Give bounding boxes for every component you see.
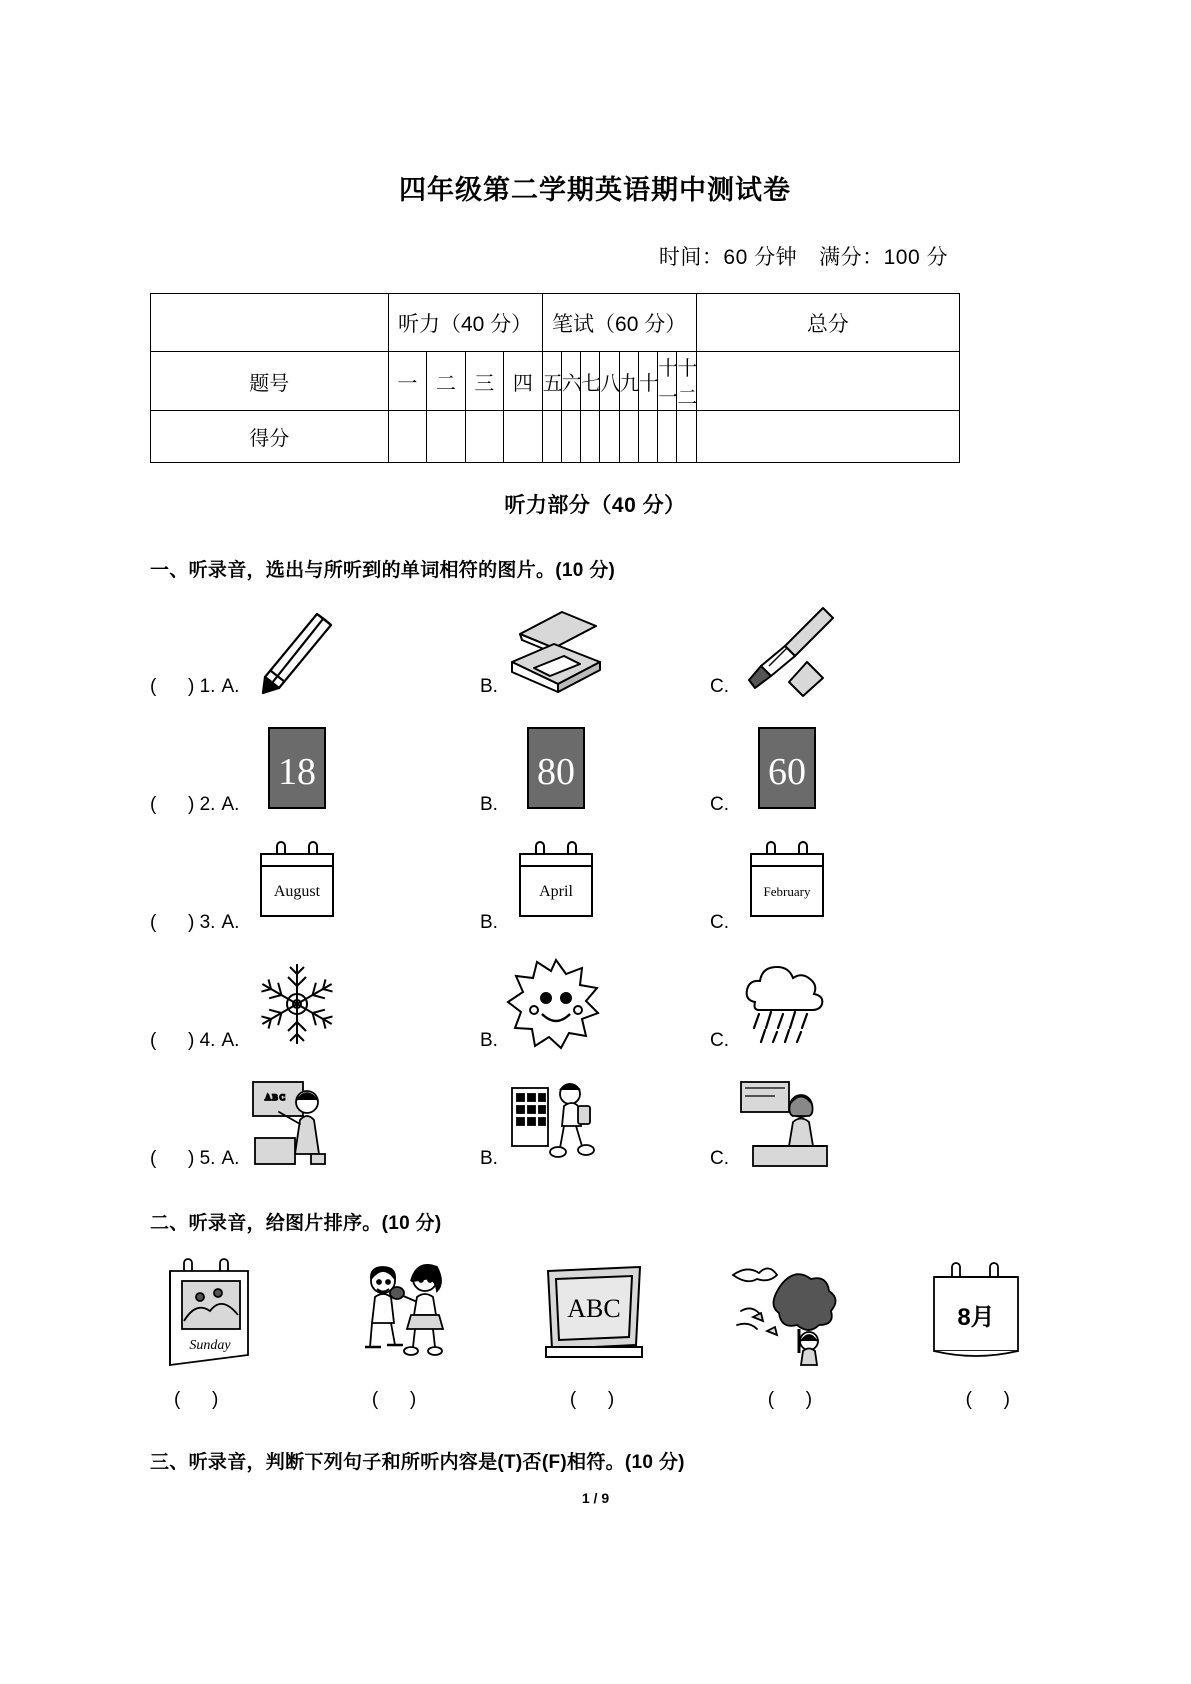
- page-content: [150, 0, 1040, 1474]
- order-bracket-2[interactable]: ( ): [371, 1389, 417, 1410]
- svg-text:April: April: [539, 883, 573, 900]
- score-cell-6[interactable]: [561, 411, 580, 463]
- svg-text:February: February: [763, 884, 811, 899]
- score-cell-1[interactable]: [388, 411, 427, 463]
- question-no-4: 四: [504, 352, 543, 411]
- option-a[interactable]: [150, 600, 349, 700]
- group-header-written: 笔试（60 分）: [542, 294, 696, 352]
- answer-bracket-2[interactable]: ( ) 2.: [150, 794, 216, 815]
- option-b[interactable]: [480, 836, 608, 936]
- number-card-icon: [245, 718, 349, 818]
- option-label-a: A.: [221, 912, 240, 933]
- answer-bracket-5[interactable]: ( ) 5.: [150, 1148, 216, 1169]
- question-no-3: 三: [465, 352, 504, 411]
- option-a[interactable]: [150, 718, 349, 818]
- svg-text:8月: 8月: [957, 1304, 995, 1331]
- option-label-a: A.: [221, 676, 240, 697]
- question-no-12: 十二: [677, 352, 696, 411]
- answer-bracket-4[interactable]: ( ) 4.: [150, 1030, 216, 1051]
- svg-text:80: 80: [536, 751, 575, 793]
- score-cell-4[interactable]: [504, 411, 543, 463]
- calendar-icon: [504, 836, 608, 936]
- score-cell-12[interactable]: [677, 411, 696, 463]
- total-cell-empty: [696, 352, 959, 411]
- order-bracket-3[interactable]: ( ): [569, 1389, 615, 1410]
- table-row-question-numbers: [151, 352, 960, 411]
- svg-text:Sunday: Sunday: [189, 1338, 231, 1353]
- question-1-item-3: [150, 824, 1040, 936]
- snowflake-icon: [245, 954, 349, 1054]
- question-2-heading: 二、听录音，给图片排序。(10 分): [150, 1213, 442, 1234]
- full-score-label: 满分：100 分: [819, 246, 948, 269]
- table-row-scores: [151, 411, 960, 463]
- option-a[interactable]: [150, 954, 349, 1054]
- classroom-teacher-icon: [245, 1072, 349, 1172]
- page-number-footer: 1 / 9: [581, 1490, 610, 1506]
- girl-at-desk-icon: [735, 1072, 839, 1172]
- option-label-a: A.: [221, 794, 240, 815]
- option-label-c: C.: [710, 1030, 729, 1051]
- option-label-b: B.: [480, 1148, 498, 1169]
- question-no-10: 十: [638, 352, 657, 411]
- august-calendar-icon: [918, 1255, 1034, 1373]
- corner-cell: [151, 294, 389, 352]
- svg-text:A B C: A B C: [265, 1093, 286, 1102]
- option-b[interactable]: [480, 954, 608, 1054]
- score-table: [150, 293, 960, 463]
- score-cell-10[interactable]: [638, 411, 657, 463]
- time-label: 时间：60 分钟: [658, 246, 798, 269]
- answer-bracket-1[interactable]: ( ) 1.: [150, 676, 216, 697]
- score-cell-7[interactable]: [581, 411, 600, 463]
- option-label-c: C.: [710, 794, 729, 815]
- option-a[interactable]: [150, 1072, 349, 1172]
- option-c[interactable]: [710, 1072, 839, 1172]
- option-label-b: B.: [480, 1030, 498, 1051]
- option-label-b: B.: [480, 912, 498, 933]
- option-c[interactable]: [710, 836, 839, 936]
- question-1-item-2: [150, 706, 1040, 818]
- question-1-item-1: [150, 588, 1040, 700]
- svg-text:August: August: [274, 883, 321, 900]
- listening-section-heading: 听力部分（40 分）: [504, 494, 686, 517]
- order-bracket-4[interactable]: ( ): [767, 1389, 813, 1410]
- option-label-a: A.: [221, 1030, 240, 1051]
- score-cell-5[interactable]: [542, 411, 561, 463]
- question-2-pictures: [150, 1249, 1040, 1373]
- calendar-icon: [245, 836, 349, 936]
- option-a[interactable]: [150, 836, 349, 936]
- svg-text:ABC: ABC: [567, 1294, 621, 1323]
- option-c[interactable]: [710, 600, 839, 700]
- windy-tree-icon: [727, 1255, 843, 1373]
- svg-text:18: 18: [278, 751, 317, 793]
- option-label-a: A.: [221, 1148, 240, 1169]
- question-2-answer-brackets: [150, 1389, 1040, 1411]
- question-1-item-4: [150, 942, 1040, 1054]
- pencil-icon: [245, 600, 349, 700]
- option-label-c: C.: [710, 676, 729, 697]
- score-cell-2[interactable]: [427, 411, 466, 463]
- two-children-icon: [345, 1255, 461, 1373]
- sun-icon: [504, 954, 608, 1054]
- option-label-c: C.: [710, 912, 729, 933]
- group-header-total: 总分: [696, 294, 959, 352]
- rain-cloud-icon: [735, 954, 839, 1054]
- question-no-5: 五: [542, 352, 561, 411]
- page-title: 四年级第二学期英语期中测试卷: [399, 175, 791, 205]
- option-c[interactable]: [710, 718, 839, 818]
- score-cell-11[interactable]: [658, 411, 677, 463]
- answer-bracket-3[interactable]: ( ) 3.: [150, 912, 216, 933]
- order-bracket-5[interactable]: ( ): [965, 1389, 1010, 1410]
- fountain-pen-icon: [735, 600, 839, 700]
- score-cell-total[interactable]: [696, 411, 959, 463]
- question-no-1: 一: [388, 352, 427, 411]
- option-b[interactable]: [480, 1072, 608, 1172]
- pencil-case-icon: [504, 600, 608, 700]
- sunday-calendar-icon: [154, 1255, 270, 1373]
- exam-meta: [150, 241, 1040, 271]
- student-running-icon: [504, 1072, 608, 1172]
- option-label-b: B.: [480, 676, 498, 697]
- number-card-icon: [735, 718, 839, 818]
- option-c[interactable]: [710, 954, 839, 1054]
- option-b[interactable]: [480, 718, 608, 818]
- number-card-icon: [504, 718, 608, 818]
- group-header-listening: 听力（40 分）: [388, 294, 542, 352]
- row-label-question-no: 题号: [151, 352, 389, 411]
- question-no-7: 七: [581, 352, 600, 411]
- order-bracket-1[interactable]: ( ): [174, 1389, 219, 1410]
- question-1-item-5: [150, 1060, 1040, 1172]
- question-no-9: 九: [619, 352, 638, 411]
- question-no-8: 八: [600, 352, 619, 411]
- option-b[interactable]: [480, 600, 608, 700]
- svg-text:60: 60: [768, 751, 806, 793]
- row-label-score: 得分: [151, 411, 389, 463]
- score-cell-8[interactable]: [600, 411, 619, 463]
- abc-blackboard-icon: [536, 1255, 652, 1373]
- score-cell-9[interactable]: [619, 411, 638, 463]
- calendar-icon: [735, 836, 839, 936]
- question-3-heading: 三、听录音，判断下列句子和所听内容是(T)否(F)相符。(10 分): [150, 1452, 685, 1473]
- table-row-group-header: [151, 294, 960, 352]
- option-label-b: B.: [480, 794, 498, 815]
- question-no-6: 六: [561, 352, 580, 411]
- option-label-c: C.: [710, 1148, 729, 1169]
- score-cell-3[interactable]: [465, 411, 504, 463]
- question-1-heading: 一、听录音，选出与所听到的单词相符的图片。(10 分): [150, 560, 616, 581]
- question-no-2: 二: [427, 352, 466, 411]
- question-no-11: 十一: [658, 352, 677, 411]
